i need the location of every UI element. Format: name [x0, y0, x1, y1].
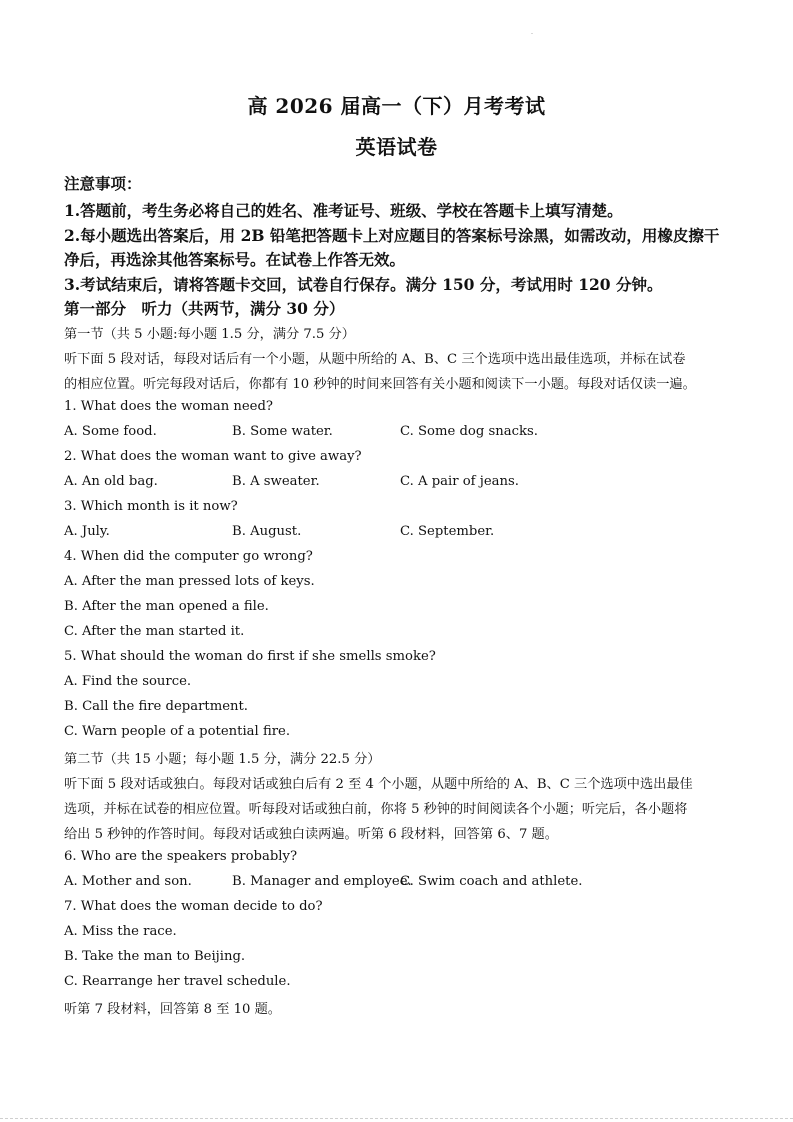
- option-c: C. Swim coach and athlete.: [400, 874, 583, 889]
- option-c: C. Rearrange her travel schedule.: [64, 974, 291, 989]
- section1-instruction: 听下面 5 段对话，每段对话后有一个小题，从题中所给的 A、B、C 三个选项中选出最佳选项，并标在试卷: [64, 352, 686, 367]
- question-stem: 6. Who are the speakers probably?: [64, 849, 298, 864]
- option-c: C. Warn people of a potential fire.: [64, 724, 291, 739]
- option-b: B. Take the man to Beijing.: [64, 949, 246, 964]
- question-stem: 5. What should the woman do first if she smells smoke?: [64, 649, 436, 664]
- scan-mark: [531, 33, 533, 34]
- exam-title: 高 2026 届高一（下）月考考试: [247, 94, 546, 118]
- question-stem: 3. Which month is it now?: [64, 499, 238, 514]
- section1-heading: 第一节（共 5 小题:每小题 1.5 分，满分 7.5 分）: [64, 327, 355, 342]
- option-a: A. Find the source.: [64, 674, 192, 689]
- notice-heading: 注意事项：: [64, 174, 142, 193]
- option-b: B. August.: [232, 524, 302, 539]
- notice-item: 1.答题前，考生务必将自己的姓名、准考证号、班级、学校在答题卡上填写清楚。: [64, 201, 623, 220]
- exam-subtitle: 英语试卷: [355, 135, 438, 159]
- option-c: C. September.: [400, 524, 495, 539]
- option-c: C. A pair of jeans.: [400, 474, 519, 489]
- question-stem: 4. When did the computer go wrong?: [64, 549, 313, 564]
- section2-heading: 第二节（共 15 小题；每小题 1.5 分，满分 22.5 分）: [64, 752, 381, 767]
- option-b: B. Manager and employee.: [232, 874, 412, 889]
- section2-instruction: 给出 5 秒钟的作答时间。每段对话或独白读两遍。听第 6 段材料，回答第 6、7 题。: [64, 827, 558, 842]
- option-b: B. After the man opened a file.: [64, 599, 269, 614]
- section1-instruction: 的相应位置。听完每段对话后，你都有 10 秒钟的时间来回答有关小题和阅读下一小题。每段对话仅读一遍。: [64, 377, 696, 392]
- option-a: A. After the man pressed lots of keys.: [64, 574, 315, 589]
- question-stem: 7. What does the woman decide to do?: [64, 899, 323, 914]
- notice-item: 净后，再选涂其他答案标号。在试卷上作答无效。: [64, 250, 406, 269]
- notice-item: 2.每小题选出答案后，用 2B 铅笔把答题卡上对应题目的答案标号涂黑，如需改动，用橡皮擦干: [64, 226, 720, 245]
- option-b: B. Call the fire department.: [64, 699, 248, 714]
- option-c: C. After the man started it.: [64, 624, 245, 639]
- option-a: A. Miss the race.: [64, 924, 177, 939]
- section2-instruction: 选项，并标在试卷的相应位置。听每段对话或独白前，你将 5 秒钟的时间阅读各个小题；听完后，各小题将: [64, 802, 688, 817]
- option-a: A. Some food.: [64, 424, 157, 439]
- option-b: B. Some water.: [232, 424, 333, 439]
- page-bottom-divider: [0, 1118, 793, 1119]
- option-b: B. A sweater.: [232, 474, 320, 489]
- section2-instruction: 听下面 5 段对话或独白。每段对话或独白后有 2 至 4 个小题，从题中所给的 A、B、C 三个选项中选出最佳: [64, 777, 693, 792]
- question-stem: 1. What does the woman need?: [64, 399, 274, 414]
- notice-item: 3.考试结束后，请将答题卡交回，试卷自行保存。满分 150 分，考试用时 120 分钟。: [64, 275, 663, 294]
- option-a: A. July.: [64, 524, 110, 539]
- question-stem: 2. What does the woman want to give away?: [64, 449, 362, 464]
- option-a: A. An old bag.: [64, 474, 158, 489]
- next-material-instruction: 听第 7 段材料，回答第 8 至 10 题。: [64, 1002, 281, 1017]
- option-a: A. Mother and son.: [64, 874, 192, 889]
- part1-heading: 第一部分 听力（共两节，满分 30 分）: [64, 299, 345, 318]
- option-c: C. Some dog snacks.: [400, 424, 538, 439]
